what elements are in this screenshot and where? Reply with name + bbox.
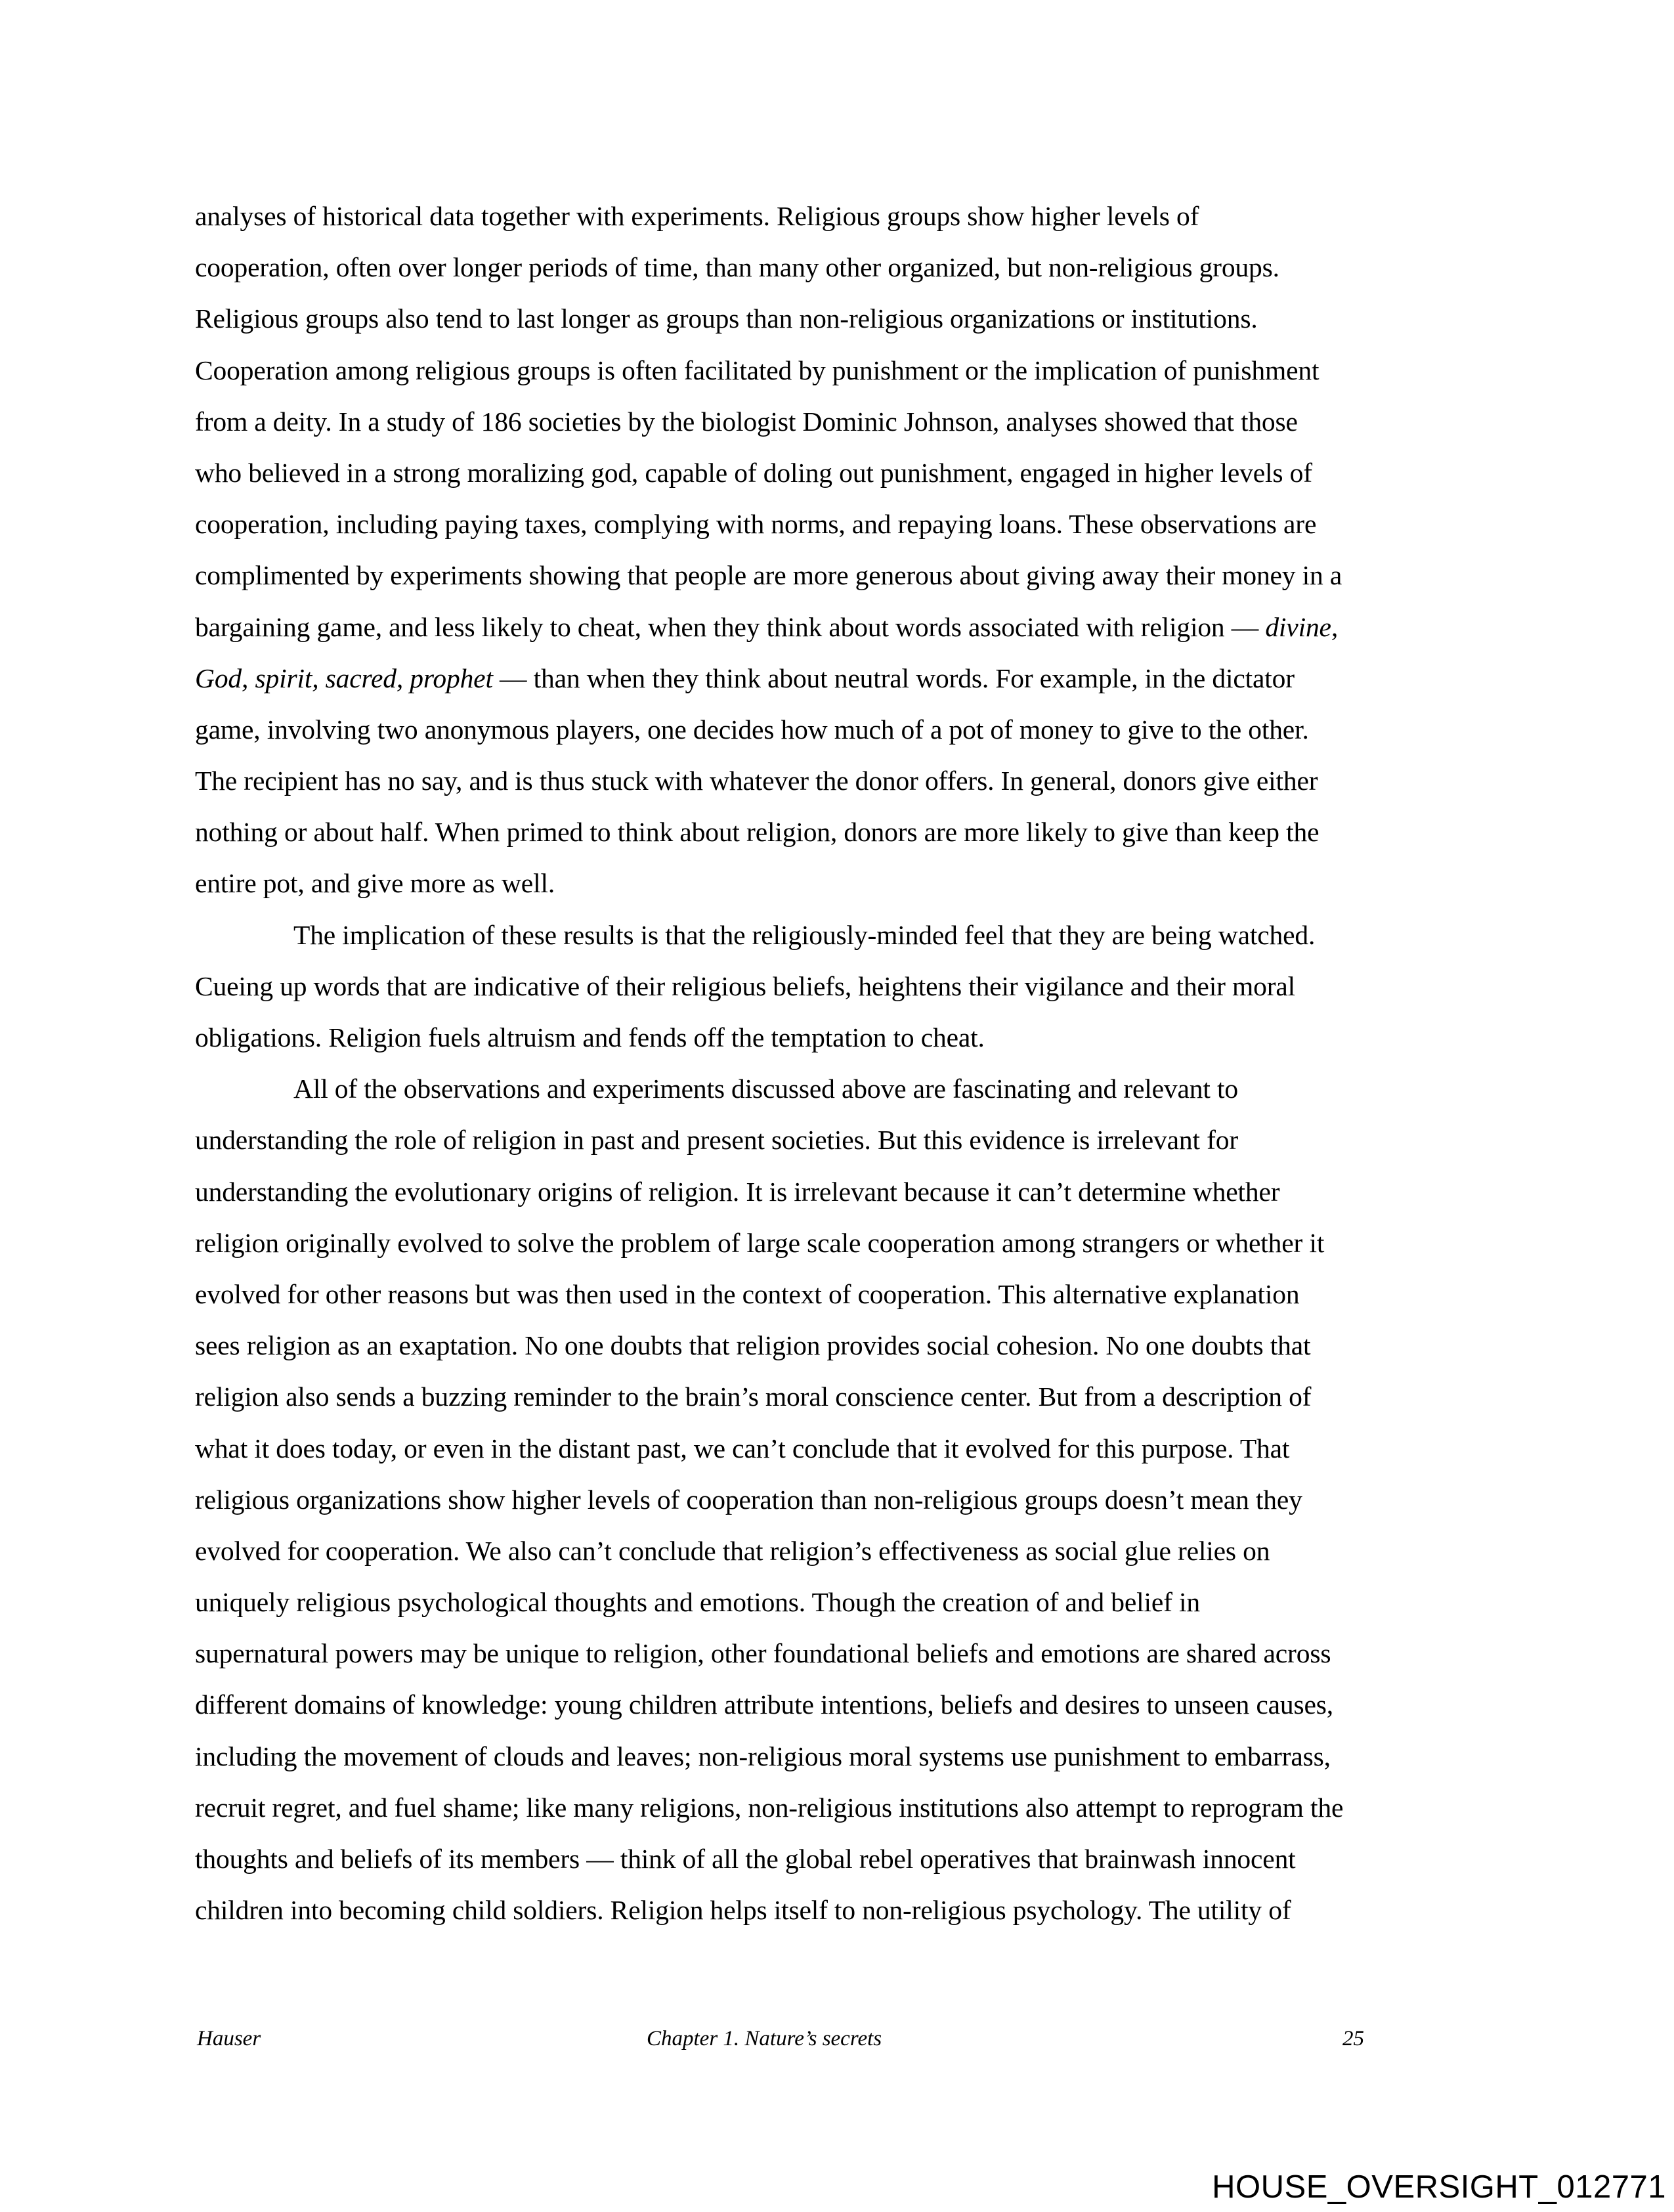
text-line: sees religion as an exaptation. No one doubts that religion provides social cohesion. No one doubts that — [195, 1330, 1311, 1361]
text-run: — than when they think about neutral words. For example, in the dictator — [492, 662, 1295, 693]
paragraph-1 — [195, 190, 1482, 909]
text-line — [195, 653, 1482, 704]
text-line: religion also sends a buzzing reminder to the brain’s moral conscience center. But from a description of — [195, 1381, 1312, 1412]
text-line: including the movement of clouds and leaves; non-religious moral systems use punishment to embarrass, — [195, 1741, 1331, 1771]
footer-author: Hauser — [197, 2027, 261, 2050]
text-line: thoughts and beliefs of its members — think of all the global rebel operatives that brainwash innocent — [195, 1844, 1296, 1874]
text-line: complimented by experiments showing that people are more generous about giving away their money in a — [195, 560, 1342, 591]
text-line: Cueing up words that are indicative of their religious beliefs, heightens their vigilance and their moral — [195, 970, 1296, 1001]
text-line: The implication of these results is that the religiously-minded feel that they are being watched. — [293, 919, 1316, 950]
text-line: different domains of knowledge: young children attribute intentions, beliefs and desires to unseen causes, — [195, 1689, 1333, 1720]
text-line: analyses of historical data together with experiments. Religious groups show higher levels of — [195, 201, 1199, 231]
text-line: cooperation, often over longer periods of time, than many other organized, but non-religious groups. — [195, 252, 1279, 283]
text-line: supernatural powers may be unique to religion, other foundational beliefs and emotions are shared across — [195, 1638, 1331, 1669]
paragraph-2 — [195, 909, 1482, 1064]
text-line: All of the observations and experiments discussed above are fascinating and relevant to — [293, 1073, 1238, 1104]
text-line: obligations. Religion fuels altruism and fends off the temptation to cheat. — [195, 1022, 985, 1052]
text-line: understanding the role of religion in past and present societies. But this evidence is irrelevant for — [195, 1125, 1239, 1156]
page-body — [195, 190, 1482, 1936]
text-line: religious organizations show higher levels of cooperation than non-religious groups doesn’t mean they — [195, 1484, 1302, 1515]
footer-chapter-title: Chapter 1. Nature’s secrets — [647, 2027, 882, 2050]
text-line: game, involving two anonymous players, one decides how much of a pot of money to give to the other. — [195, 714, 1309, 745]
text-line: entire pot, and give more as well. — [195, 868, 555, 899]
text-line: children into becoming child soldiers. Religion helps itself to non-religious psychology. The utility of — [195, 1895, 1291, 1926]
text-line: evolved for cooperation. We also can’t conclude that religion’s effectiveness as social glue relies on — [195, 1535, 1270, 1566]
text-line: understanding the evolutionary origins of religion. It is irrelevant because it can’t determine whether — [195, 1176, 1280, 1207]
text-line: The recipient has no say, and is thus stuck with whatever the donor offers. In general, donors give either — [195, 766, 1318, 796]
italic-term: divine, — [1265, 611, 1339, 642]
text-line: nothing or about half. When primed to think about religion, donors are more likely to give than keep the — [195, 817, 1320, 848]
paragraph-3 — [195, 1063, 1482, 1936]
page-number: 25 — [1342, 2027, 1364, 2050]
text-line: uniquely religious psychological thoughts and emotions. Though the creation of and belief in — [195, 1587, 1201, 1618]
text-line: from a deity. In a study of 186 societies by the biologist Dominic Johnson, analyses showed that those — [195, 406, 1298, 437]
text-line: Cooperation among religious groups is often facilitated by punishment or the implication of punishment — [195, 355, 1320, 385]
text-line: who believed in a strong moralizing god, capable of doling out punishment, engaged in higher levels of — [195, 457, 1312, 488]
text-line: religion originally evolved to solve the problem of large scale cooperation among strangers or whether it — [195, 1227, 1325, 1258]
text-line — [195, 601, 1482, 653]
text-run: bargaining game, and less likely to cheat, when they think about words associated with religion — — [195, 611, 1266, 642]
bates-stamp: HOUSE_OVERSIGHT_012771 — [1212, 2169, 1666, 2205]
text-line: evolved for other reasons but was then used in the context of cooperation. This alternative explanation — [195, 1278, 1300, 1309]
text-line: recruit regret, and fuel shame; like many religions, non-religious institutions also attempt to reprogram the — [195, 1792, 1344, 1823]
italic-term: God, spirit, sacred, prophet — [195, 662, 493, 693]
text-line: cooperation, including paying taxes, complying with norms, and repaying loans. These observations are — [195, 509, 1317, 540]
text-line: Religious groups also tend to last longer as groups than non-religious organizations or institutions. — [195, 303, 1258, 334]
text-line: what it does today, or even in the distant past, we can’t conclude that it evolved for this purpose. That — [195, 1433, 1290, 1464]
